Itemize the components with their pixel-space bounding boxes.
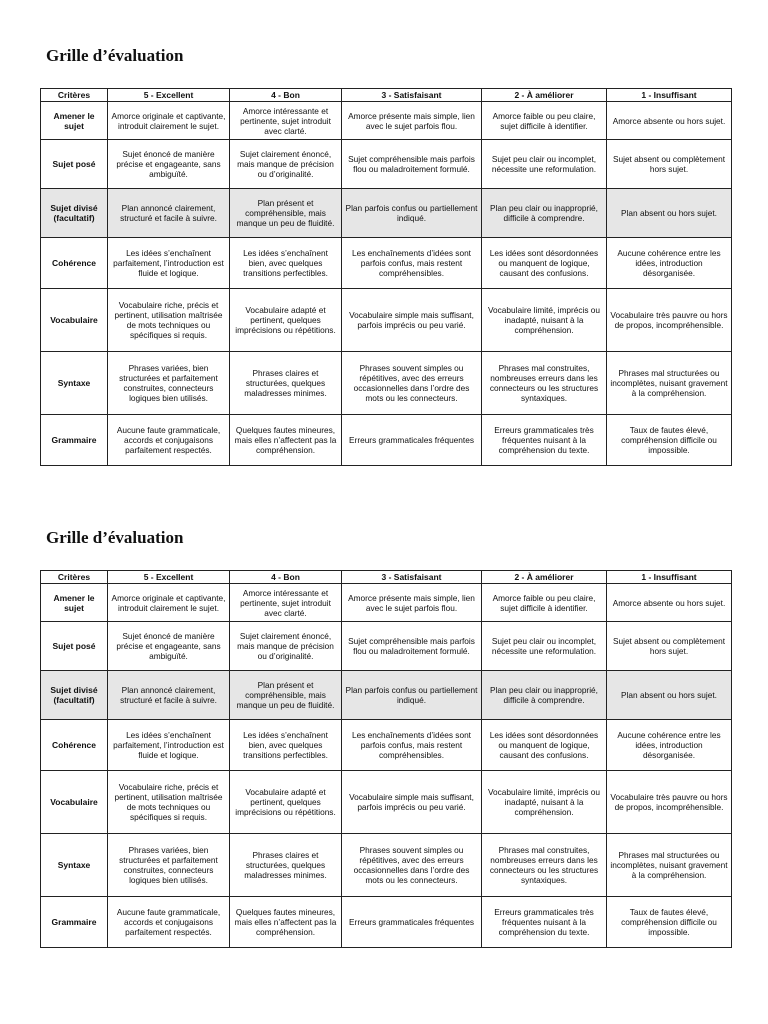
table-cell: Aucune cohérence entre les idées, introduction désorganisée. <box>607 720 732 771</box>
table-cell: Sujet compréhensible mais parfois flou ou maladroitement formulé. <box>342 622 482 671</box>
criterion-cell: Sujet divisé (facultatif) <box>41 671 108 720</box>
table-cell: Phrases variées, bien structurées et parfaitement construites, connecteurs logiques bien utilisés. <box>108 834 230 897</box>
table-cell: Phrases souvent simples ou répétitives, avec des erreurs occasionnelles dans l’ordre des mots ou les connecteurs. <box>342 352 482 415</box>
header-excellent: 5 - Excellent <box>108 89 230 102</box>
table-cell: Les idées sont désordonnées ou manquent de logique, causant des confusions. <box>482 720 607 771</box>
table-cell: Plan annoncé clairement, structuré et facile à suivre. <box>108 189 230 238</box>
criterion-cell: Vocabulaire <box>41 289 108 352</box>
table-cell: Phrases variées, bien structurées et parfaitement construites, connecteurs logiques bien utilisés. <box>108 352 230 415</box>
table-cell: Plan peu clair ou inapproprié, difficile à comprendre. <box>482 671 607 720</box>
header-satisfaisant: 3 - Satisfaisant <box>342 571 482 584</box>
table-cell: Amorce présente mais simple, lien avec le sujet parfois flou. <box>342 102 482 140</box>
table-cell: Vocabulaire limité, imprécis ou inadapté, nuisant à la compréhension. <box>482 289 607 352</box>
table-cell: Phrases souvent simples ou répétitives, avec des erreurs occasionnelles dans l’ordre des mots ou les connecteurs. <box>342 834 482 897</box>
criterion-cell: Cohérence <box>41 720 108 771</box>
header-criteria: Critères <box>41 89 108 102</box>
page-title: Grille d’évaluation <box>46 46 184 65</box>
table-row <box>41 352 732 415</box>
header-insuffisant: 1 - Insuffisant <box>607 89 732 102</box>
table-cell: Amorce originale et captivante, introduit clairement le sujet. <box>108 102 230 140</box>
table-row <box>41 897 732 948</box>
table-cell: Plan absent ou hors sujet. <box>607 671 732 720</box>
table-cell: Vocabulaire très pauvre ou hors de propos, incompréhensible. <box>607 771 732 834</box>
header-bon: 4 - Bon <box>230 571 342 584</box>
table-cell: Sujet clairement énoncé, mais manque de précision ou d’originalité. <box>230 140 342 189</box>
table-row <box>41 238 732 289</box>
table-cell: Phrases mal structurées ou incomplètes, nuisant gravement à la compréhension. <box>607 352 732 415</box>
header-insuffisant: 1 - Insuffisant <box>607 571 732 584</box>
criterion-cell: Sujet posé <box>41 622 108 671</box>
table-cell: Amorce intéressante et pertinente, sujet introduit avec clarté. <box>230 584 342 622</box>
criterion-cell: Amener le sujet <box>41 102 108 140</box>
table-cell: Quelques fautes mineures, mais elles n’affectent pas la compréhension. <box>230 415 342 466</box>
table-cell: Les idées s’enchaînent parfaitement, l’introduction est fluide et logique. <box>108 720 230 771</box>
header-ameliorer: 2 - À améliorer <box>482 571 607 584</box>
table-row <box>41 720 732 771</box>
table-cell: Sujet énoncé de manière précise et engageante, sans ambiguïté. <box>108 140 230 189</box>
table-cell: Les idées s’enchaînent bien, avec quelques transitions perfectibles. <box>230 238 342 289</box>
table-cell: Amorce présente mais simple, lien avec le sujet parfois flou. <box>342 584 482 622</box>
table-cell: Aucune cohérence entre les idées, introduction désorganisée. <box>607 238 732 289</box>
header-satisfaisant: 3 - Satisfaisant <box>342 89 482 102</box>
table-cell: Quelques fautes mineures, mais elles n’affectent pas la compréhension. <box>230 897 342 948</box>
header-excellent: 5 - Excellent <box>108 571 230 584</box>
table-cell: Vocabulaire riche, précis et pertinent, utilisation maîtrisée de mots techniques ou spécifiques si requis. <box>108 289 230 352</box>
table-cell: Vocabulaire simple mais suffisant, parfois imprécis ou peu varié. <box>342 289 482 352</box>
table-cell: Erreurs grammaticales très fréquentes nuisant à la compréhension du texte. <box>482 415 607 466</box>
table-cell: Plan présent et compréhensible, mais manque un peu de fluidité. <box>230 189 342 238</box>
table-row <box>41 289 732 352</box>
table-cell: Amorce absente ou hors sujet. <box>607 584 732 622</box>
table-cell: Les idées s’enchaînent bien, avec quelques transitions perfectibles. <box>230 720 342 771</box>
table-cell: Sujet compréhensible mais parfois flou ou maladroitement formulé. <box>342 140 482 189</box>
table-cell: Les idées s’enchaînent parfaitement, l’introduction est fluide et logique. <box>108 238 230 289</box>
table-cell: Aucune faute grammaticale, accords et conjugaisons parfaitement respectés. <box>108 415 230 466</box>
criterion-cell: Amener le sujet <box>41 584 108 622</box>
table-row <box>41 622 732 671</box>
table-cell: Amorce faible ou peu claire, sujet difficile à identifier. <box>482 102 607 140</box>
table-cell: Phrases claires et structurées, quelques maladresses minimes. <box>230 352 342 415</box>
table-row <box>41 415 732 466</box>
criterion-cell: Syntaxe <box>41 352 108 415</box>
table-cell: Phrases mal structurées ou incomplètes, nuisant gravement à la compréhension. <box>607 834 732 897</box>
table-cell: Vocabulaire riche, précis et pertinent, utilisation maîtrisée de mots techniques ou spécifiques si requis. <box>108 771 230 834</box>
header-ameliorer: 2 - À améliorer <box>482 89 607 102</box>
table-cell: Sujet peu clair ou incomplet, nécessite une reformulation. <box>482 622 607 671</box>
table-cell: Plan annoncé clairement, structuré et facile à suivre. <box>108 671 230 720</box>
evaluation-grid-block-2 <box>40 527 731 948</box>
table-row <box>41 102 732 140</box>
evaluation-table <box>40 570 732 948</box>
table-cell: Phrases claires et structurées, quelques maladresses minimes. <box>230 834 342 897</box>
criterion-cell: Sujet divisé (facultatif) <box>41 189 108 238</box>
evaluation-grid-block-1 <box>40 45 731 466</box>
criterion-cell: Sujet posé <box>41 140 108 189</box>
table-cell: Sujet énoncé de manière précise et engageante, sans ambiguïté. <box>108 622 230 671</box>
table-cell: Taux de fautes élevé, compréhension difficile ou impossible. <box>607 897 732 948</box>
header-bon: 4 - Bon <box>230 89 342 102</box>
table-cell: Erreurs grammaticales fréquentes <box>342 897 482 948</box>
header-criteria: Critères <box>41 571 108 584</box>
table-cell: Vocabulaire très pauvre ou hors de propos, incompréhensible. <box>607 289 732 352</box>
criterion-cell: Vocabulaire <box>41 771 108 834</box>
table-cell: Vocabulaire simple mais suffisant, parfois imprécis ou peu varié. <box>342 771 482 834</box>
criterion-cell: Cohérence <box>41 238 108 289</box>
table-cell: Taux de fautes élevé, compréhension difficile ou impossible. <box>607 415 732 466</box>
table-cell: Plan parfois confus ou partiellement indiqué. <box>342 671 482 720</box>
table-cell: Sujet absent ou complètement hors sujet. <box>607 622 732 671</box>
table-row <box>41 584 732 622</box>
table-cell: Erreurs grammaticales très fréquentes nuisant à la compréhension du texte. <box>482 897 607 948</box>
table-cell: Plan absent ou hors sujet. <box>607 189 732 238</box>
criterion-cell: Grammaire <box>41 415 108 466</box>
criterion-cell: Grammaire <box>41 897 108 948</box>
table-cell: Phrases mal construites, nombreuses erreurs dans les connecteurs ou les structures syntaxiques. <box>482 834 607 897</box>
table-cell: Plan présent et compréhensible, mais manque un peu de fluidité. <box>230 671 342 720</box>
table-cell: Les idées sont désordonnées ou manquent de logique, causant des confusions. <box>482 238 607 289</box>
table-cell: Amorce intéressante et pertinente, sujet introduit avec clarté. <box>230 102 342 140</box>
table-cell: Plan peu clair ou inapproprié, difficile à comprendre. <box>482 189 607 238</box>
table-cell: Sujet clairement énoncé, mais manque de précision ou d’originalité. <box>230 622 342 671</box>
table-row <box>41 671 732 720</box>
table-cell: Vocabulaire adapté et pertinent, quelques imprécisions ou répétitions. <box>230 289 342 352</box>
header-row <box>41 571 732 584</box>
table-row <box>41 189 732 238</box>
table-cell: Les enchaînements d’idées sont parfois confus, mais restent compréhensibles. <box>342 238 482 289</box>
table-row <box>41 771 732 834</box>
table-cell: Erreurs grammaticales fréquentes <box>342 415 482 466</box>
table-cell: Sujet peu clair ou incomplet, nécessite une reformulation. <box>482 140 607 189</box>
table-cell: Vocabulaire adapté et pertinent, quelques imprécisions ou répétitions. <box>230 771 342 834</box>
table-cell: Aucune faute grammaticale, accords et conjugaisons parfaitement respectés. <box>108 897 230 948</box>
table-cell: Plan parfois confus ou partiellement indiqué. <box>342 189 482 238</box>
criterion-cell: Syntaxe <box>41 834 108 897</box>
table-cell: Les enchaînements d’idées sont parfois confus, mais restent compréhensibles. <box>342 720 482 771</box>
table-cell: Sujet absent ou complètement hors sujet. <box>607 140 732 189</box>
table-cell: Amorce faible ou peu claire, sujet difficile à identifier. <box>482 584 607 622</box>
table-cell: Phrases mal construites, nombreuses erreurs dans les connecteurs ou les structures syntaxiques. <box>482 352 607 415</box>
page-title: Grille d’évaluation <box>46 528 184 547</box>
table-cell: Vocabulaire limité, imprécis ou inadapté, nuisant à la compréhension. <box>482 771 607 834</box>
table-cell: Amorce absente ou hors sujet. <box>607 102 732 140</box>
table-row <box>41 140 732 189</box>
table-cell: Amorce originale et captivante, introduit clairement le sujet. <box>108 584 230 622</box>
header-row <box>41 89 732 102</box>
table-row <box>41 834 732 897</box>
evaluation-table <box>40 88 732 466</box>
